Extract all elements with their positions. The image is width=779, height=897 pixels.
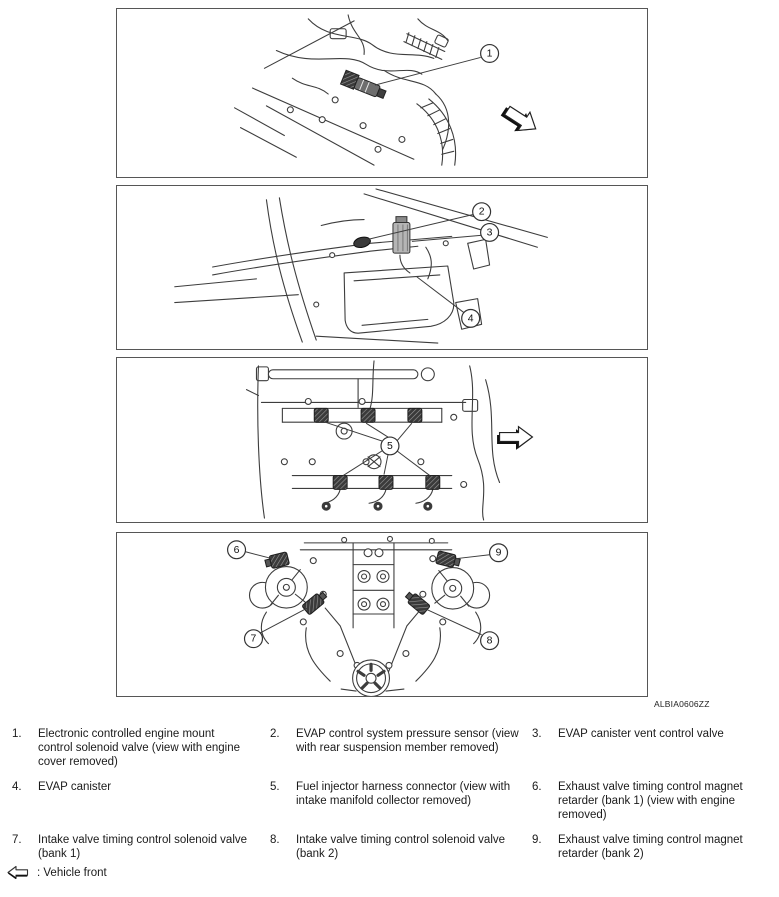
callout-7-label: 7: [250, 633, 257, 645]
panel-1-line-art: [235, 15, 456, 165]
vehicle-front-label: : Vehicle front: [37, 866, 107, 879]
callout-2-label: 2: [478, 206, 485, 218]
callout-8-label: 8: [486, 635, 493, 647]
evap-vent-valve-art: [393, 217, 410, 254]
fuel-injector-connectors-art: [314, 408, 440, 489]
callout-1-marker: [481, 45, 499, 63]
callout-5-marker: [381, 437, 399, 455]
legend-row-3: [8, 833, 774, 861]
legend-item-9-number: 9.: [532, 834, 542, 846]
callout-4-marker: [462, 309, 480, 327]
legend-item-9: [522, 833, 774, 861]
legend-item-5: [260, 780, 522, 823]
vehicle-front-note: [7, 865, 107, 880]
legend-item-8-number: 8.: [270, 834, 280, 846]
legend-item-1-number: 1.: [12, 728, 22, 740]
legend-item-5-text: Fuel injector harness connector (view with intake manifold collector removed): [296, 781, 511, 808]
panel-2-drawing: [117, 186, 647, 349]
callout-4-label: 4: [467, 313, 474, 325]
legend-item-4: [8, 780, 260, 823]
engine-mount-solenoid-valve-art: [341, 70, 388, 100]
legend-item-6-text: Exhaust valve timing control magnet retarder (bank 1) (view with engine removed): [558, 781, 743, 822]
illustration-panel-1: [116, 8, 648, 178]
legend-item-5-number: 5.: [270, 781, 280, 793]
callout-9-marker: [490, 544, 508, 562]
panel-4-drawing: [117, 533, 647, 696]
callout-1-label: 1: [486, 48, 493, 60]
callout-3-label: 3: [486, 227, 493, 239]
callout-7-marker: [245, 630, 263, 648]
panel-3-line-art: [247, 361, 500, 520]
legend-item-6-number: 6.: [532, 781, 542, 793]
evap-pressure-sensor-art: [353, 235, 372, 249]
callout-6-label: 6: [233, 544, 240, 556]
legend-item-3: [522, 727, 774, 770]
callout-9-label: 9: [495, 547, 502, 559]
vehicle-front-direction-arrow-panel1: [497, 100, 541, 140]
legend-item-8: [260, 833, 522, 861]
callout-6-marker: [228, 541, 246, 559]
illustration-panel-4: [116, 532, 648, 697]
figure-code: ALBIA0606ZZ: [654, 699, 710, 709]
panel-2-line-art: [175, 189, 548, 343]
exhaust-retarder-bank2-art: [436, 551, 461, 569]
illustration-panel-2: [116, 185, 648, 350]
vehicle-front-arrow-icon: [7, 865, 29, 880]
legend-item-7-text: Intake valve timing control solenoid valve (bank 1): [38, 834, 248, 861]
callout-2-marker: [473, 203, 491, 221]
legend-row-1: [8, 727, 774, 770]
legend-item-1: [8, 727, 260, 770]
legend-item-4-text: EVAP canister: [38, 781, 112, 793]
legend-item-8-text: Intake valve timing control solenoid valve (bank 2): [296, 834, 506, 861]
legend-item-2-number: 2.: [270, 728, 280, 740]
legend-item-6: [522, 780, 774, 823]
legend-item-3-text: EVAP canister vent control valve: [558, 728, 724, 740]
legend-item-7-number: 7.: [12, 834, 22, 846]
legend-item-1-text: Electronic controlled engine mount control solenoid valve (view with engine cover removed): [38, 728, 240, 769]
illustration-panel-3: [116, 357, 648, 523]
callout-3-marker: [481, 224, 499, 242]
legend-item-9-text: Exhaust valve timing control magnet retarder (bank 2): [558, 834, 743, 861]
panel-1-drawing: [117, 9, 647, 177]
panel-3-drawing: [117, 358, 647, 522]
callout-8-marker: [481, 632, 499, 650]
legend-item-7: [8, 833, 260, 861]
vehicle-front-direction-arrow-panel3: [497, 427, 532, 450]
callout-5-label: 5: [387, 440, 393, 452]
legend-item-3-number: 3.: [532, 728, 542, 740]
legend-item-2: [260, 727, 522, 770]
legend-item-4-number: 4.: [12, 781, 22, 793]
legend-row-2: [8, 780, 774, 823]
legend-item-2-text: EVAP control system pressure sensor (view with rear suspension member removed): [296, 728, 519, 755]
